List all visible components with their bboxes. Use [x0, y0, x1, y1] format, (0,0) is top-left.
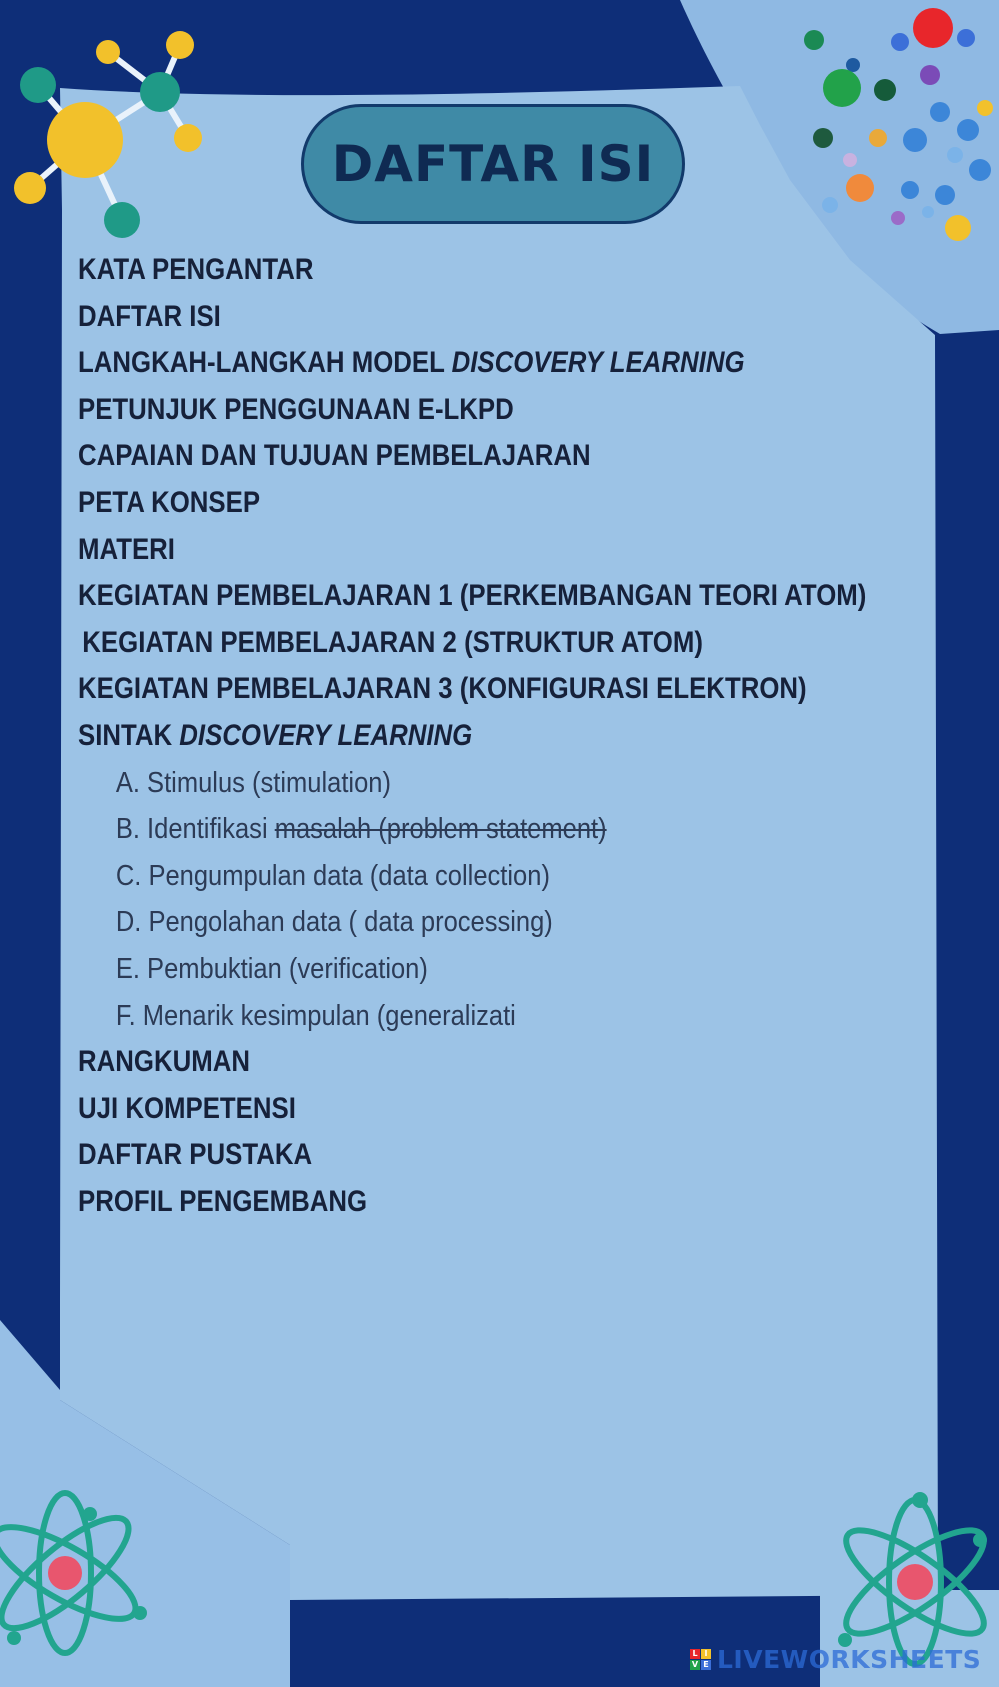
toc-step-pengumpulan[interactable]: C. Pengumpulan data (data collection)	[115, 859, 550, 892]
toc-item-rangkuman[interactable]: RANGKUMAN	[78, 1045, 250, 1079]
toc-item-kata-pengantar[interactable]: KATA PENGANTAR	[78, 253, 314, 286]
toc-step-pembuktian[interactable]: E. Pembuktian (verification)	[115, 952, 428, 985]
toc-item-daftar-isi[interactable]: DAFTAR ISI	[78, 299, 221, 333]
liveworksheets-logo-icon: L I V E	[690, 1649, 711, 1670]
toc-item-petunjuk[interactable]: PETUNJUK PENGGUNAAN E-LKPD	[78, 392, 514, 426]
toc-item-capaian[interactable]: CAPAIAN DAN TUJUAN PEMBELAJARAN	[78, 439, 591, 473]
table-of-contents	[78, 247, 938, 1225]
toc-item-materi[interactable]: MATERI	[78, 532, 175, 566]
toc-item-profil[interactable]: PROFIL PENGEMBANG	[78, 1184, 368, 1218]
toc-item-peta-konsep[interactable]: PETA KONSEP	[78, 485, 261, 519]
toc-step-identifikasi[interactable]: B. Identifikasi masalah (problem statement)	[115, 813, 607, 846]
toc-item-sintak[interactable]: SINTAK DISCOVERY LEARNING	[78, 718, 473, 752]
watermark	[690, 1645, 981, 1673]
toc-step-stimulus[interactable]: A. Stimulus (stimulation)	[115, 766, 391, 799]
toc-item-uji-kompetensi[interactable]: UJI KOMPETENSI	[78, 1091, 296, 1125]
dots-icon	[790, 0, 999, 260]
toc-item-kegiatan-3[interactable]: KEGIATAN PEMBELAJARAN 3 (KONFIGURASI ELEKTRON)	[78, 672, 807, 706]
page-title: DAFTAR ISI	[331, 135, 655, 193]
toc-item-langkah-langkah[interactable]: LANGKAH-LANGKAH MODEL DISCOVERY LEARNING	[78, 346, 745, 380]
toc-item-kegiatan-1[interactable]: KEGIATAN PEMBELAJARAN 1 (PERKEMBANGAN TEORI ATOM)	[78, 579, 867, 613]
strikethrough-text: masalah (problem statement)	[274, 813, 607, 846]
toc-step-kesimpulan[interactable]: F. Menarik kesimpulan (generalizati	[115, 999, 516, 1032]
watermark-text: LIVEWORKSHEETS	[717, 1644, 982, 1674]
toc-item-kegiatan-2[interactable]: KEGIATAN PEMBELAJARAN 2 (STRUKTUR ATOM)	[82, 625, 703, 659]
title-banner	[301, 104, 685, 224]
toc-item-daftar-pustaka[interactable]: DAFTAR PUSTAKA	[78, 1138, 313, 1172]
atom-icon	[0, 1488, 175, 1663]
molecule-icon	[0, 10, 220, 250]
toc-step-pengolahan[interactable]: D. Pengolahan data ( data processing)	[115, 906, 553, 939]
